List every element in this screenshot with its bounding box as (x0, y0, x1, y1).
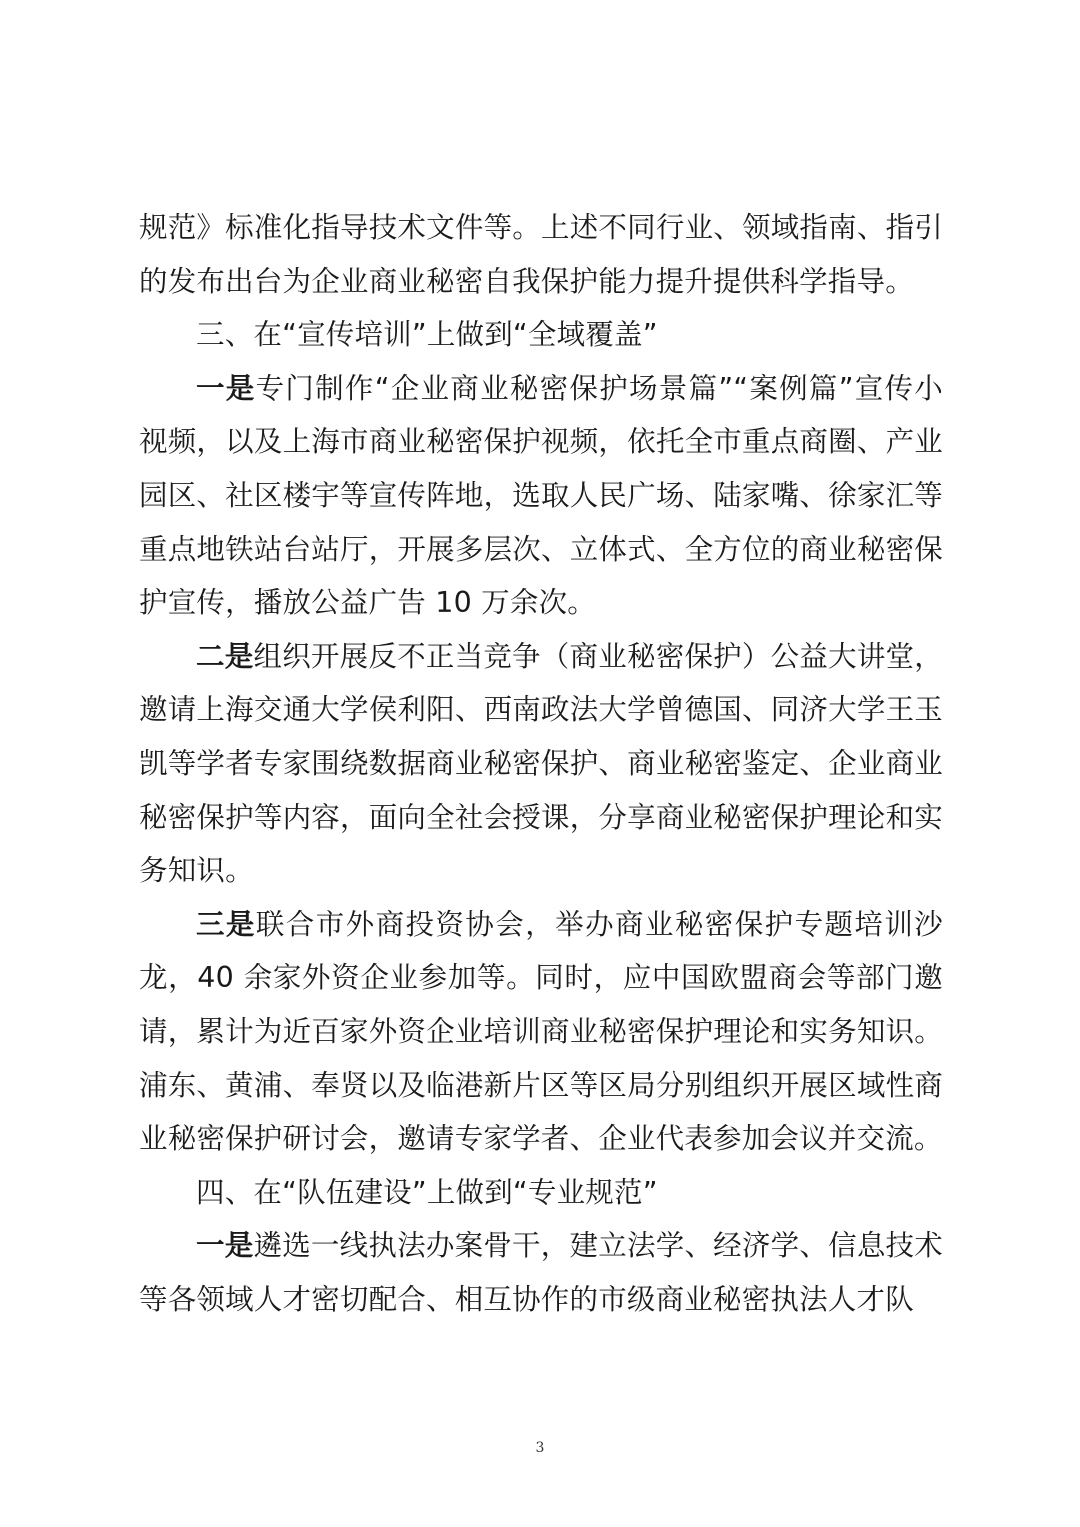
page-number: 3 (535, 1440, 545, 1456)
paragraph-lead: 一是 (196, 371, 256, 405)
paragraph-text: 规范》标准化指导技术文件等。上述不同行业、领域指南、指引的发布出台为企业商业秘密自我保护能力提升提供科学指导。 (139, 211, 943, 298)
section-heading-3 (139, 308, 943, 362)
paragraph-text: 专门制作“企业商业秘密保护场景篇”“案例篇”宣传小视频，以及上海市商业秘密保护视频，依托全市重点商圈、产业园区、社区楼宇等宣传阵地，选取人民广场、陆家嘴、徐家汇等重点地铁站台站厅，开展多层次、立体式、全方位的商业秘密保护宣传，播放公益广告 10 万余次。 (139, 371, 944, 620)
heading-text: 四、在“队伍建设”上做到“专业规范” (196, 1175, 658, 1209)
paragraph-text: 遴选一线执法办案骨干，建立法学、经济学、信息技术等各领域人才密切配合、相互协作的市级商业秘密执法人才队 (139, 1229, 943, 1316)
paragraph-lead: 三是 (196, 907, 256, 941)
paragraph-lead: 一是 (196, 1229, 254, 1263)
section-heading-4 (139, 1166, 943, 1220)
paragraph-item-1 (139, 362, 943, 630)
paragraph-text: 组织开展反不正当竞争（商业秘密保护）公益大讲堂，邀请上海交通大学侯利阳、西南政法大学曾德国、同济大学王玉凯等学者专家围绕数据商业秘密保护、商业秘密鉴定、企业商业秘密保护等内容，面向全社会授课，分享商业秘密保护理论和实务知识。 (139, 639, 943, 888)
paragraph-lead: 二是 (196, 639, 254, 673)
paragraph-item-4 (139, 1219, 943, 1326)
paragraph-item-2 (139, 630, 943, 898)
paragraph-item-3 (139, 898, 943, 1166)
heading-text: 三、在“宣传培训”上做到“全域覆盖” (196, 318, 658, 352)
document-body (139, 201, 943, 1326)
paragraph-text: 联合市外商投资协会，举办商业秘密保护专题培训沙龙，40 余家外资企业参加等。同时，应中国欧盟商会等部门邀请，累计为近百家外资企业培训商业秘密保护理论和实务知识。浦东、黄浦、奉贤以及临港新片区等区局分别组织开展区域性商业秘密保护研讨会，邀请专家学者、企业代表参加会议并交流。 (139, 907, 943, 1156)
paragraph-continuation (139, 201, 943, 308)
